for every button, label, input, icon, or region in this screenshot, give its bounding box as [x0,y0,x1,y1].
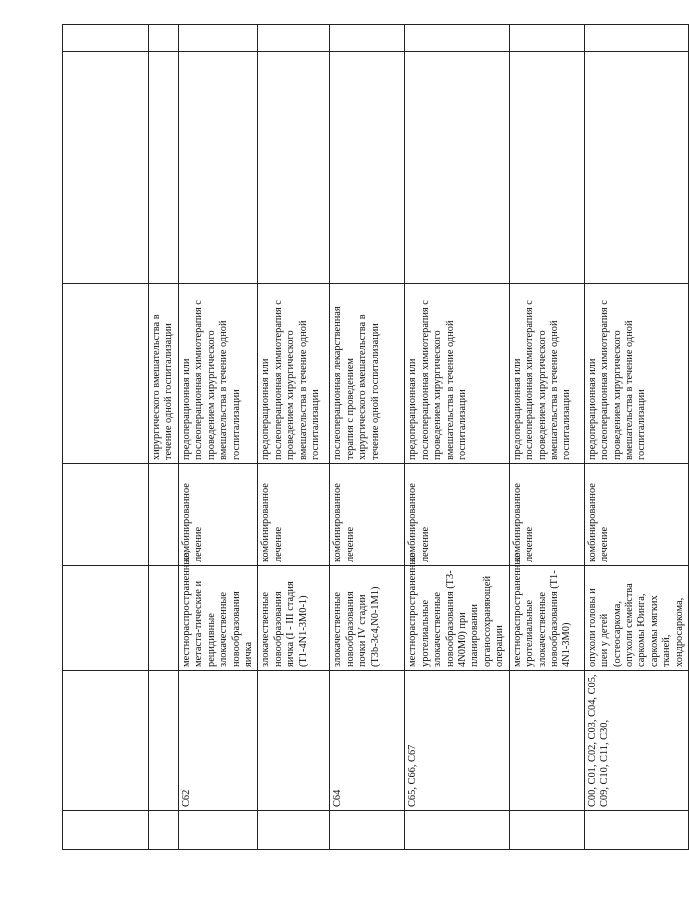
number-cell [149,811,179,850]
treatment-cell: комбинированное лечение [509,464,584,566]
rotated-table-wrapper [62,25,685,850]
table-row [63,25,149,850]
method-cell: предоперационная или послеоперационная химиотерапия с проведением хирургического вмешательства в течение одной госпитализации [584,284,688,464]
table-row [509,25,584,850]
method-cell: предоперационная или послеоперационная химиотерапия с проведением хирургического вмешательства в течение одной госпитализации [179,284,258,464]
number-cell [509,811,584,850]
price-cell [149,25,179,52]
number-cell [258,811,330,850]
method-cell: предоперационная или послеоперационная химиотерапия с проведением хирургического вмешательства в течение одной госпитализации [405,284,509,464]
table-cell [179,52,258,284]
table-row [149,25,179,850]
table-cell [63,464,149,566]
table-cell [509,52,584,284]
code-cell: C00, C01, C02, C03, C04, C05, C09, C10, C11, C30, [584,671,688,811]
treatment-cell: комбинированное лечение [405,464,509,566]
price-cell [584,25,688,52]
table-cell [63,566,149,671]
table-cell [149,464,179,566]
diagnosis-cell: злокачественные новообразования яичка (I - III стадия (T1-4N1-3M0-1) [258,566,330,671]
table-cell [63,284,149,464]
method-cell: послеоперационная лекарственная терапия с проведением хирургического вмешательства в течение одной госпитализации [330,284,405,464]
diagnosis-cell: местнораспространенные, метаста-тические и рецидивные злокачественные новообразования яичка [179,566,258,671]
price-cell [179,25,258,52]
table-cell [584,52,688,284]
price-cell [258,25,330,52]
treatment-table [62,24,689,850]
code-cell: C65, C66, C67 [405,671,509,811]
price-cell [63,25,149,52]
table-cell [258,52,330,284]
price-cell [509,25,584,52]
code-cell: C64 [330,671,405,811]
diagnosis-cell: злокачественные новообразования почки IV стадии (T3b-3c4,N0-1M1) [330,566,405,671]
code-cell: C62 [179,671,258,811]
number-cell [179,811,258,850]
diagnosis-cell: местнораспространенные уротелиальные злокачественные новообразования (T3-4N0M0) при планировании органосохраняющей операции [405,566,509,671]
code-cell [509,671,584,811]
table-row [258,25,330,850]
table-cell [405,52,509,284]
code-cell [258,671,330,811]
treatment-cell: комбинированное лечение [584,464,688,566]
treatment-cell: комбинированное лечение [179,464,258,566]
table-cell [63,671,149,811]
number-cell [405,811,509,850]
price-cell [330,25,405,52]
price-cell [405,25,509,52]
number-cell [63,811,149,850]
table-cell [63,52,149,284]
method-cell: хирургического вмешательства в течение одной госпитализации [149,284,179,464]
table-row [330,25,405,850]
method-cell: предоперационная или послеоперационная химиотерапия с проведением хирургического вмешательства в течение одной госпитализации [258,284,330,464]
table-row [405,25,509,850]
diagnosis-cell: опухоли головы и шеи у детей (остеосаркома, опухоли семейства саркомы Юинга, саркомы мягких тканей, хондросаркома, [584,566,688,671]
number-cell [584,811,688,850]
treatment-cell: комбинированное лечение [258,464,330,566]
table-cell [330,52,405,284]
table-cell [149,566,179,671]
table-row [584,25,688,850]
diagnosis-cell: местнораспространенные уротелиальные злокачественные новообразования (T1-4N1-3M0) [509,566,584,671]
table-cell [149,671,179,811]
treatment-cell: комбинированное лечение [330,464,405,566]
method-cell: предоперационная или послеоперационная химиотерапия с проведением хирургического вмешательства в течение одной госпитализации [509,284,584,464]
table-cell [149,52,179,284]
table-row [179,25,258,850]
number-cell [330,811,405,850]
